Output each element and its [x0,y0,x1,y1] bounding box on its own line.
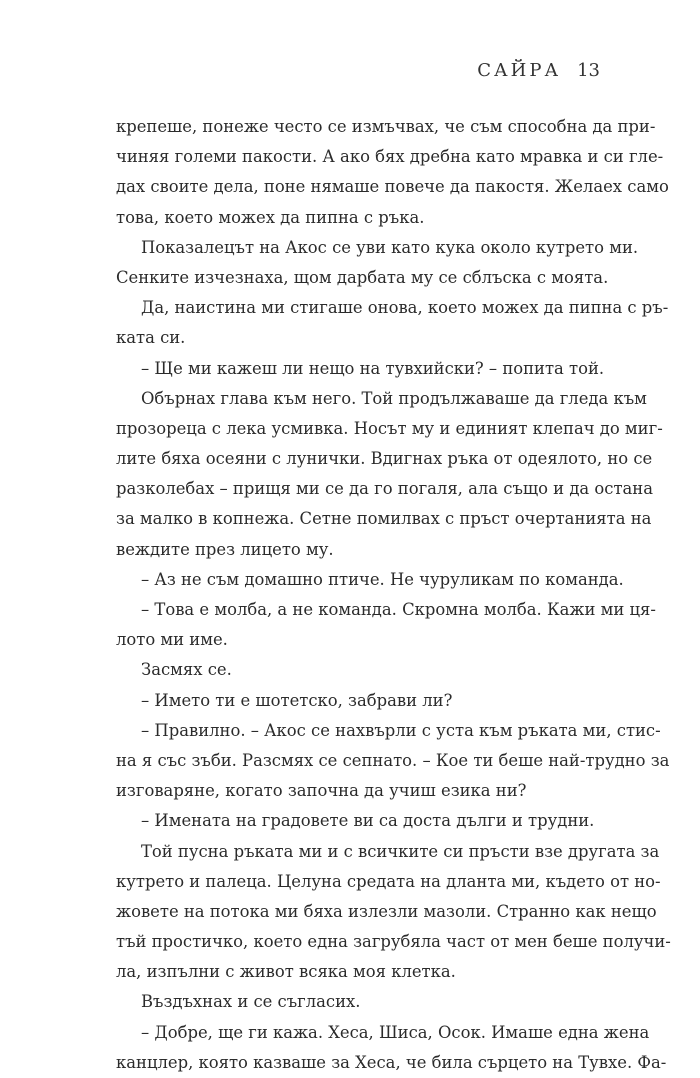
text-line: жовете на потока ми бяха излезли мазоли. Странно как нещо [116,901,657,921]
text-line: канцлер, която казваше за Хеса, че била сърцето на Тувхе. Фа- [116,1052,667,1072]
text-line: на я със зъби. Разсмях се сепнато. – Кое ти беше най-трудно за [116,750,670,770]
text-line: – Правилно. – Акос се нахвърли с уста към ръката ми, стис- [141,720,661,740]
text-line: дах своите дела, поне нямаше повече да пакостя. Желаех само [116,177,669,197]
text-line: – Аз не съм домашно птиче. Не чуруликам по команда. [141,569,624,589]
text-line: кутрето и палеца. Целуна средата на дланта ми, където от но- [116,871,661,891]
text-line: Сенките изчезнаха, щом дарбата му се сблъска с моята. [116,267,609,287]
text-line: това, което можех да пипна с ръка. [116,207,425,227]
text-line: ката си. [116,328,186,348]
text-line: Засмях се. [141,660,232,680]
text-line: изговаряне, когато започна да учиш езика ни? [116,781,527,801]
page-number: 13 [577,60,600,81]
text-line: – Имената на градовете ви са доста дълги и трудни. [141,811,595,831]
text-line: – Това е молба, а не команда. Скромна молба. Кажи ми ця- [141,600,656,619]
text-line: ла, изпълни с живот всяка моя клетка. [116,962,456,982]
text-line: прозореца с лека усмивка. Носът му и единият клепач до миг- [116,418,663,438]
text-line: тъй простичко, което една загрубяла част от мен беше получи- [116,932,671,952]
text-line: Обърнах глава към него. Той продължаваше да гледа към [141,388,647,408]
text-line: веждите през лицето му. [116,539,334,559]
text-line: Да, наистина ми стигаше онова, което можех да пипна с ръ- [141,298,669,318]
body-text [116,112,671,1078]
text-line: лото ми име. [116,630,228,650]
text-line: Въздъхнах и се съгласих. [141,992,361,1012]
text-line: разколебах – прищя ми се да го погаля, ала също и да остана [116,479,653,499]
text-line: лите бяха осеяни с лунички. Вдигнах ръка от одеялото, но се [116,449,653,469]
text-line: – Добре, ще ги кажа. Хеса, Шиса, Осок. Имаше една жена [141,1022,650,1042]
running-head [477,60,600,81]
text-line: Той пусна ръката ми и с всичките си пръсти взе другата за [141,841,660,861]
text-line: чиняя големи пакости. А ако бях дребна като мравка и си гле- [116,147,664,167]
text-line: – Ще ми кажеш ли нещо на тувхийски? – попита той. [141,358,605,378]
text-line: Показалецът на Акос се уви като кука около кутрето ми. [141,237,639,257]
chapter-title: САЙРА [477,60,562,81]
text-line: за малко в копнежа. Сетне помилвах с пръст очертанията на [116,509,652,529]
text-line: – Името ти е шотетско, забрави ли? [141,690,453,710]
text-line: крепеше, понеже често се измъчвах, че съм способна да при- [116,117,656,136]
